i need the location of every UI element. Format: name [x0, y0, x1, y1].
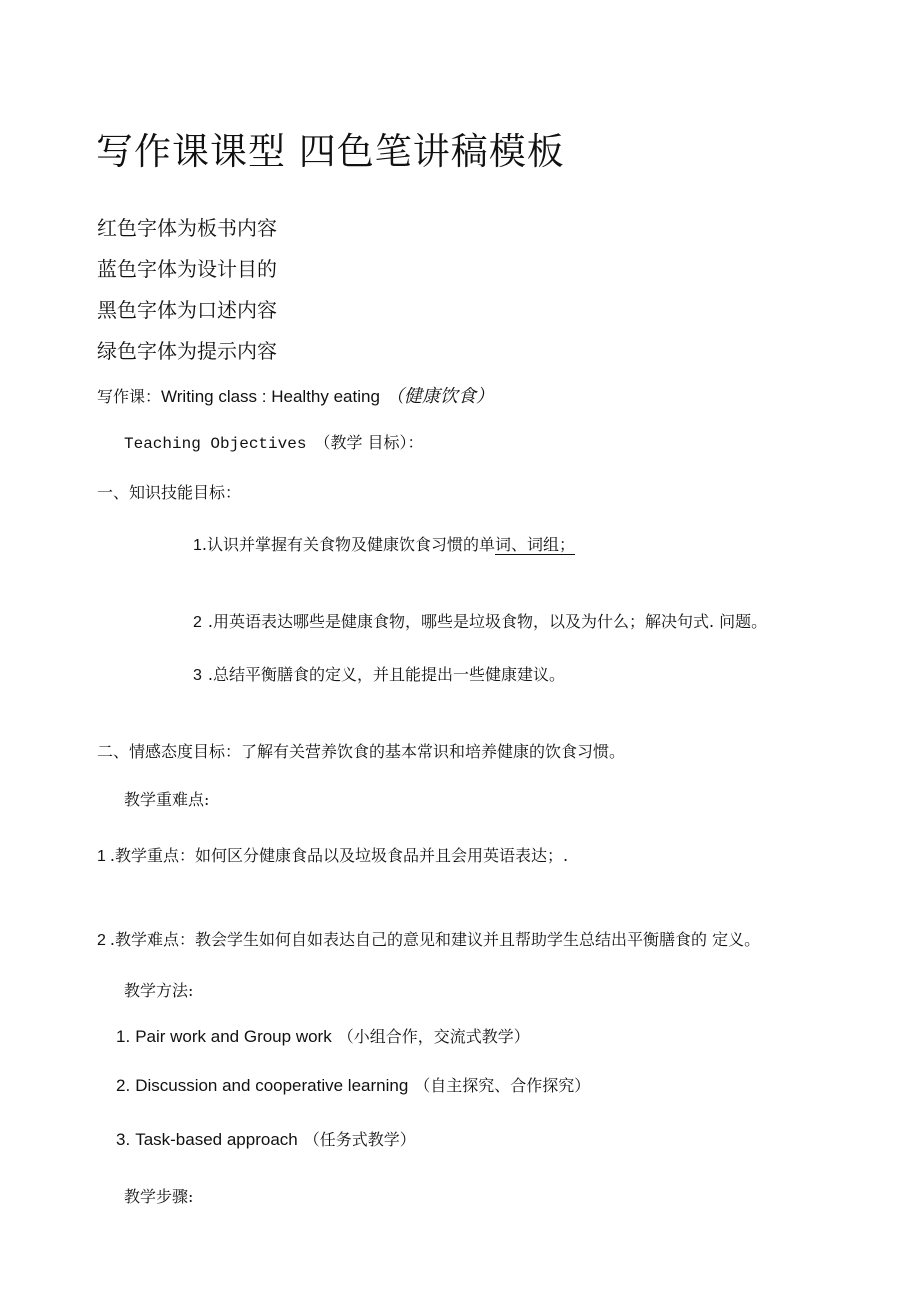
steps-heading: 教学步骤: — [124, 1187, 194, 1206]
legend-black: 黑色字体为口述内容 — [97, 298, 277, 322]
knowledge-item-number: 3 — [193, 667, 202, 684]
method-number: 1. — [116, 1027, 131, 1046]
knowledge-item-underlined: 词、词组； — [495, 535, 576, 554]
key-points-heading: 教学重难点: — [124, 790, 210, 809]
method-item-2 — [116, 1074, 590, 1098]
legend-blue: 蓝色字体为设计目的 — [97, 257, 277, 281]
key-point-item-1 — [97, 844, 568, 869]
emotion-objective: 二、情感态度目标：了解有关营养饮食的基本常识和培养健康的饮食习惯。 — [97, 742, 626, 761]
document-title: 写作课课型 四色笔讲稿模板 — [96, 130, 565, 173]
lesson-prefix: 写作课： — [97, 387, 162, 406]
method-number: 3. — [116, 1130, 131, 1149]
method-english: Discussion and cooperative learning — [135, 1076, 409, 1095]
objectives-heading-english: Teaching Objectives — [124, 435, 307, 453]
method-item-3 — [116, 1128, 416, 1152]
key-point-item-2 — [97, 928, 760, 953]
knowledge-item-number: 1 — [193, 537, 202, 554]
key-point-text: .教学重点：如何区分健康食品以及垃圾食品并且会用英语表达；. — [109, 846, 569, 865]
knowledge-item-text: .用英语表达哪些是健康食物，哪些是垃圾食物，以及为什么；解决句式. 问题。 — [207, 612, 768, 631]
key-point-number: 2 — [97, 932, 106, 949]
knowledge-item-text: .总结平衡膳食的定义，并且能提出一些健康建议。 — [207, 665, 565, 684]
legend-red: 红色字体为板书内容 — [97, 216, 277, 240]
lesson-title: Writing class : Healthy eating — [161, 387, 380, 406]
method-english: Task-based approach — [135, 1130, 298, 1149]
lesson-line — [97, 384, 494, 410]
knowledge-heading: 一、知识技能目标： — [97, 483, 242, 502]
legend-green: 绿色字体为提示内容 — [97, 339, 277, 363]
method-number: 2. — [116, 1076, 131, 1095]
objectives-heading — [124, 431, 424, 456]
key-point-number: 1 — [97, 848, 106, 865]
knowledge-item-1 — [193, 533, 575, 558]
method-english: Pair work and Group work — [135, 1027, 332, 1046]
method-item-1 — [116, 1025, 530, 1049]
knowledge-item-2 — [193, 610, 767, 635]
knowledge-item-text: .认识并掌握有关食物及健康饮食习惯的单 — [201, 535, 495, 554]
objectives-heading-chinese: （教学 目标）： — [314, 433, 424, 452]
method-chinese: （自主探究、合作探究） — [414, 1076, 591, 1095]
knowledge-item-3 — [193, 663, 565, 688]
lesson-title-note: （健康饮食） — [385, 386, 494, 407]
method-chinese: （小组合作，交流式教学） — [337, 1027, 530, 1046]
method-chinese: （任务式教学） — [303, 1130, 416, 1149]
knowledge-item-number: 2 — [193, 614, 202, 631]
key-point-text: .教学难点：教会学生如何自如表达自己的意见和建议并且帮助学生总结出平衡膳食的 定义。 — [109, 930, 761, 949]
methods-heading: 教学方法: — [124, 981, 194, 1000]
